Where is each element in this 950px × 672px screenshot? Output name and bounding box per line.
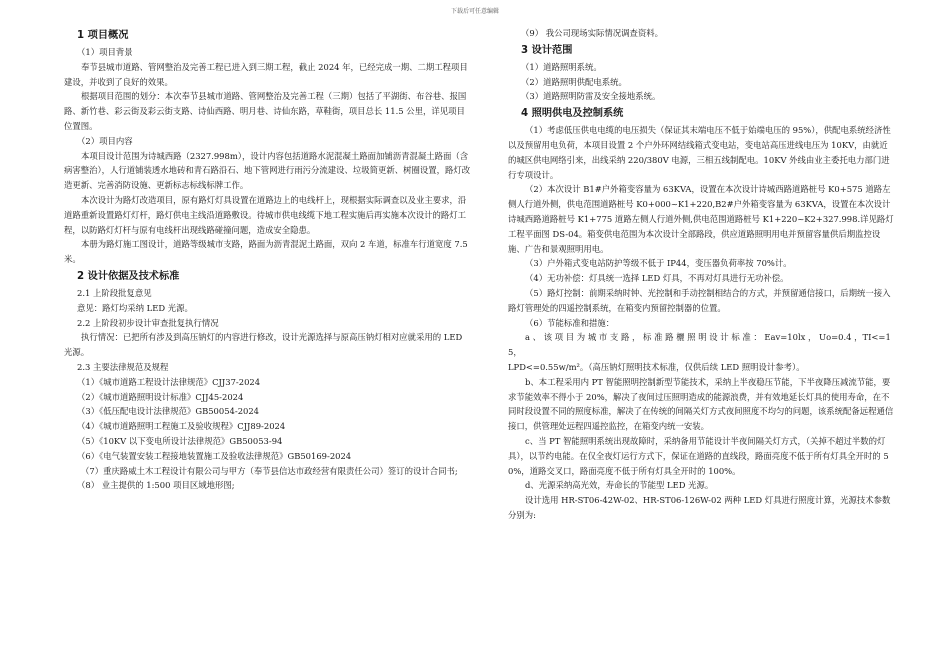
paragraph: 本项目设计范围为诗城西路（2327.998m），设计内容包括道路水泥混凝土路面加铺沥青混凝土路面（含病害整治），人行道铺装透水地砖和青石路沿石、地下管网进行雨污分流建设、垃圾简更新、树圈设置，路灯改造更新、完善消防设施、更新标志标线标牌工作。 <box>64 150 471 191</box>
scope-item: （1）道路照明系统。 <box>521 61 602 72</box>
section-4-title: 4 照明供电及控制系统 <box>521 108 624 120</box>
paragraph: 执行情况：已把所有涉及到高压钠灯的内容进行修改，设计光源选择与原高压钠灯相对应就采用的 LED 光源。 <box>64 332 463 358</box>
law-item: （6）《电气装置安装工程接地装置施工及验收法律规范》GB50169-2024 <box>77 450 352 461</box>
law-item: （5）《10KV 以下变电所设计法律规范》GB50053-94 <box>77 435 283 446</box>
law-item: （2）《城市道路照明设计标准》CJJ45-2024 <box>77 391 244 402</box>
paragraph: （4）无功补偿：灯具统一选择 LED 灯具，不再对灯具进行无功补偿。 <box>525 273 789 284</box>
subsection-heading: 2.2 上阶段初步设计审查批复执行情况 <box>77 317 219 328</box>
section-3-title: 3 设计范围 <box>521 44 573 56</box>
law-item: （9） 我公司现场实际情况调查资料。 <box>521 28 663 38</box>
paragraph: （3）户外箱式变电站防护等级不低于 IP44，变压器负荷率按 70%计。 <box>525 258 792 269</box>
scope-item: （3）道路照明防雷及安全接地系统。 <box>521 91 661 102</box>
paragraph: 设计选用 HR-ST06-42W-02、HR-ST06-126W-02 两种 LED 灯具进行照度计算，光源技术参数分别为: <box>508 495 891 520</box>
paragraph: 本次设计为路灯改造项目，原有路灯灯具设置在道路边上的电线杆上，现根据实际调查以及业主要求，沿道路重新设置路灯灯杆，路灯供电主线沿道路敷设。待城市供电线缆下地工程实施后再实施本次设计的路灯工程，以防路灯灯杆与原有电线杆出现线路碰撞问题，造成安全隐患。 <box>64 194 467 235</box>
right-column <box>508 26 896 523</box>
law-item: （8） 业主提供的 1:500 项目区域地形图; <box>77 480 235 491</box>
page-header: 下载后可任意编辑 <box>450 8 499 15</box>
paragraph: 奉节县城市道路、管网整治及完善工程已进入到三期工程，截止 2024 年，已经完成一期、二期工程项目建设，并收到了良好的效果。 <box>64 61 468 87</box>
paragraph: b、本工程采用内 PT 智能照明控制新型节能技术，采纳上半夜稳压节能，下半夜降压减流节能，要求节能效率不得小于 20%，解决了夜间过压照明造成的能源浪费，并有效地延长灯具的使用寿命，在不同时段设置不同的照度标准，解决了在传统的间隔关灯方式夜间照度不均匀的问题，该系统配备远程通信接口，供管理处远程四遥控监控，在箱变内统一安装。 <box>508 376 894 432</box>
paragraph: d、光源采纳高光效，寿命长的节能型 LED 光源。 <box>525 480 714 491</box>
paragraph: c、当 PT 智能照明系统出现故障时，采纳备用节能设计半夜间隔关灯方式，（关掉不超过半数的灯具），以节约电能。在仅全夜灯运行方式下，保证在道路的直线段，路面亮度不低于所有灯具全开时的 50%，道路交叉口，路面亮度不低于所有灯具全开时的 100%。 <box>508 435 889 476</box>
section-1-title: 1 项目概况 <box>77 30 129 41</box>
subsection-project-background: （1）项目背景 <box>77 47 133 57</box>
law-item: （7）重庆路威土木工程设计有限公司与甲方（奉节县信达市政经营有限责任公司）签订的设计合同书; <box>81 465 458 476</box>
law-item: （4）《城市道路照明工程施工及验收规程》CJJ89-2024 <box>77 421 286 432</box>
paragraph: （6）节能标准和措施： <box>525 317 615 328</box>
paragraph: （2）本次设计 B1#户外箱变容量为 63KVA，设置在本次设计诗城西路道路桩号 K0+575 道路左侧人行道外侧，供电范围道路桩号 K0+000~K1+220,B2#户外箱变容量为 63KVA，设置在本次设计诗城西路道路桩号 K1+775 道路左侧人行道外侧,供电范围道路桩号 K1+220~K2+327.998.详见路灯工程平面图 DS-04。箱变供电范围为本次设计全部路段，供应道路照明用电并预留容量供后期监控设施、广告和景观照明用电。 <box>508 184 894 254</box>
paragraph: （5）路灯控制：前期采纳时钟、光控制和手动控制相结合的方式，并预留通信接口，后期统一接入路灯管理处的四遥控制系统，在箱变内预留控制器的位置。 <box>508 287 891 313</box>
scope-item: （2）道路照明供配电系统。 <box>521 76 627 87</box>
paragraph: 本册为路灯施工图设计，道路等级城市支路，路面为沥青混泥土路面，双向 2 车道，标准车行道宽度 7.5 米。 <box>64 239 468 265</box>
paragraph: 根据项目范围的划分：本次奉节县城市道路、管网整治及完善工程（三期）包括了平湖街、布谷巷、报国路、新竹巷、彩云街及彩云街支路、诗仙西路、明月巷、诗仙东路，草鞋街，项目总长 11.5 公里，详见项目位置图。 <box>64 91 467 131</box>
subsection-heading: 2.1 上阶段批复意见 <box>77 287 152 298</box>
law-item: （3）《低压配电设计法律规范》GB50054-2024 <box>77 406 260 417</box>
paragraph: a 、 该 项 目 为 城 市 支 路 ， 标 准 路 欐 照 明 设 计 标 准 ： Eav=10lx ， Uo=0.4 ，TI<=15， <box>508 332 891 358</box>
paragraph: LPD<=0.55w/m²。（高压钠灯照明技术标准，仅供后续 LED 照明设计参考）。 <box>508 361 805 372</box>
section-2-title: 2 设计依据及技术标准 <box>77 270 180 282</box>
left-column <box>64 26 472 493</box>
paragraph: （1）考虑低压供电电缆的电压损失（保证其末端电压不低于始端电压的 95%），供配电系统经济性以及预留用电负荷，本项目设置 2 个户外环网结线箱式变电站，变电站高压进线电压为 10KV，由就近的城区供电网络引来，出线采纳 220/380V 电源，三相五线制配电。10KV 外线由业主委托电力部门进行专项设计。 <box>508 125 891 180</box>
subsection-project-content: （2）项目内容 <box>77 135 133 146</box>
paragraph: 意见：路灯均采纳 LED 光源。 <box>77 302 193 313</box>
law-item: （1）《城市道路工程设计法律规范》CJJ37-2024 <box>77 376 261 387</box>
subsection-heading: 2.3 主要法律规范及规程 <box>77 361 169 372</box>
